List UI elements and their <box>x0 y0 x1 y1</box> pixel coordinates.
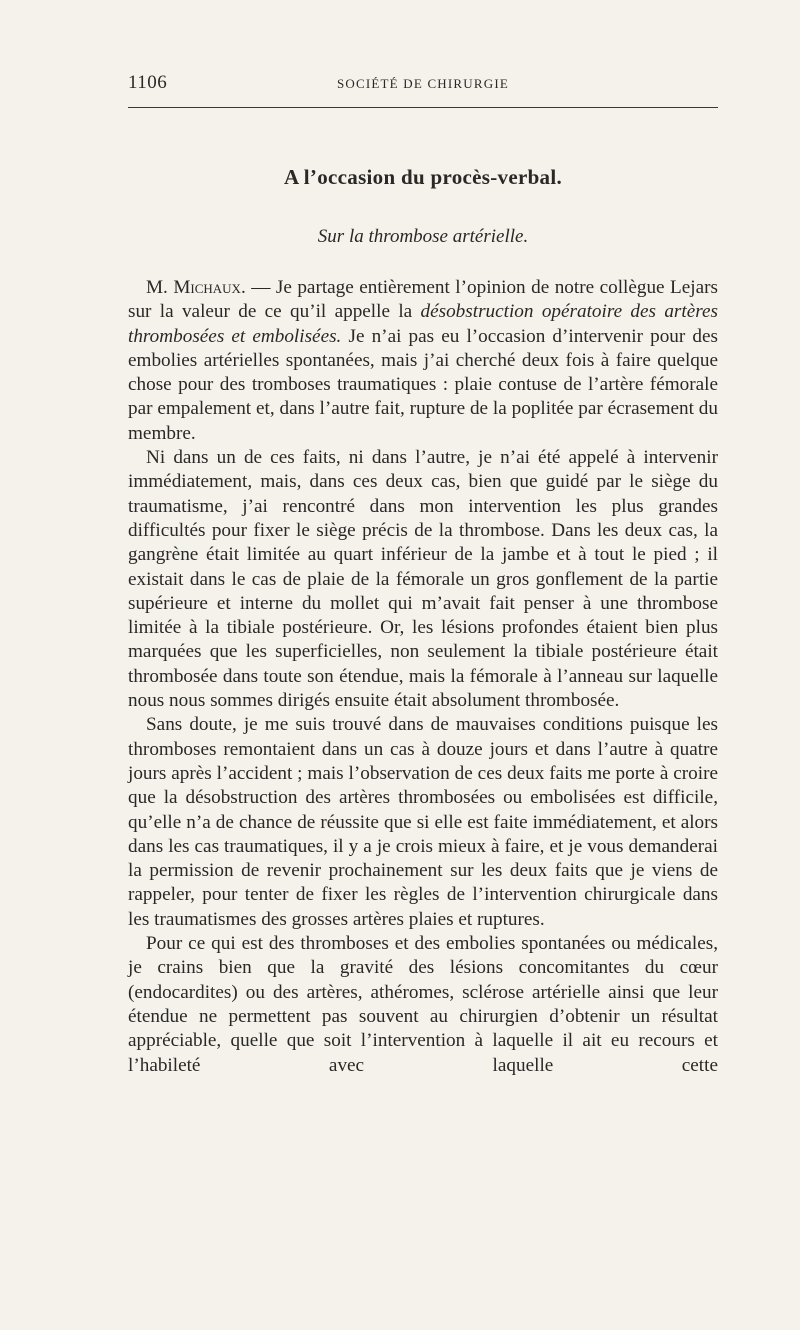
paragraph-3: Sans doute, je me suis trouvé dans de mauvaises conditions puisque les thromboses remontaient dans un cas à douze jours et dans l’autre à quatre jours après l’accident ; mais l’observation de ces deux faits me porte à croire que la désobstruction des artères thrombosées ou embolisées est difficile, qu’elle n’a de chance de réussite que si elle est faite immédiatement, et alors dans les cas traumatiques, il y a je crois mieux à faire, et je vous demanderai la permission de revenir prochainement sur les deux faits que je viens de rappeler, pour tenter de fixer les règles de l’intervention chirurgicale dans les traumatismes des grosses artères plaies et ruptures. <box>128 714 718 930</box>
paragraph-1-emphasis: désobstruction opératoire des artères thrombosées et embolisées. <box>128 301 718 347</box>
paragraph-4: Pour ce qui est des thromboses et des embolies spontanées ou médicales, je crains bien que la gravité des lésions concomitantes du cœur (endocardites) ou des artères, athéromes, sclérose artérielle ainsi que leur étendue ne permettent pas souvent au chirurgien d’obtenir un résultat appréciable, quelle que soit l’intervention à laquelle il ait eu recours et l’habileté avec laquelle cette <box>128 933 718 1076</box>
paragraph-1-text-start: — Je partage entièrement l’opinion de notre collègue Lejars sur la valeur de ce qu’il appelle la <box>128 277 718 323</box>
page-number: 1106 <box>128 72 168 93</box>
paragraph-1 <box>128 276 718 446</box>
section-subtitle: Sur la thrombose artérielle. <box>317 226 529 247</box>
article-body <box>128 276 718 1078</box>
paragraph-1-text-end: Je n’ai pas eu l’occasion d’intervenir pour des embolies artérielles spontanées, mais j’ai cherché deux fois à faire quelque chose pour des tromboses traumatiques : plaie contuse de l’artère fémorale par empalement et, dans l’autre fait, rupture de la poplitée par écrasement du membre. <box>128 325 718 444</box>
header-divider <box>128 107 718 108</box>
running-head <box>128 72 718 98</box>
speaker-name: M. Michaux. <box>146 277 246 298</box>
journal-title: SOCIÉTÉ DE CHIRURGIE <box>336 76 510 91</box>
section-title: A l’occasion du procès-verbal. <box>283 165 563 189</box>
paragraph-2: Ni dans un de ces faits, ni dans l’autre, je n’ai été appelé à intervenir immédiatement, mais, dans ces deux cas, bien que guidé par le siège du traumatisme, j’ai rencontré dans mon intervention les plus grandes difficultés pour fixer le siège précis de la thrombose. Dans les deux cas, la gangrène était limitée au quart inférieur de la jambe et à tout le pied ; il existait dans le cas de plaie de la fémorale un gros gonflement de la partie supérieure et interne du mollet qui m’avait fait penser à une thrombose limitée à la tibiale postérieure. Or, les lésions profondes étaient bien plus marquées que les superficielles, non seulement la tibiale postérieure était thrombosée dans toute son étendue, mais la fémorale à l’anneau sur laquelle nous nous sommes dirigés ensuite était absolument thrombosée. <box>128 447 718 712</box>
